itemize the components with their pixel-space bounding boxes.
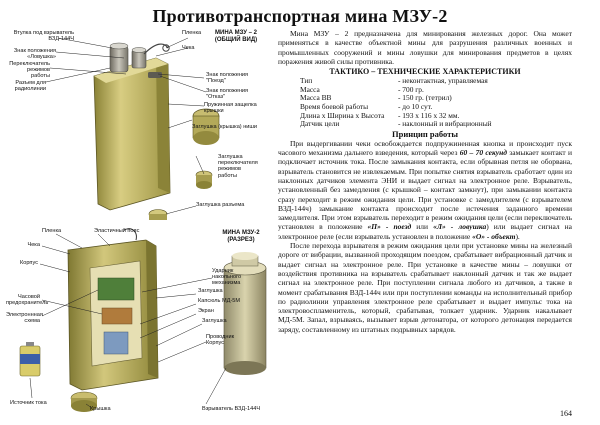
label-trap-position: Знак положения «Ловушка» <box>13 48 56 61</box>
spec-key: Длина х Ширина х Высота <box>300 110 385 120</box>
label-primer-md5m: Капсюль МД-5М <box>198 298 241 304</box>
spec-value: - наклонный и вибрационный <box>398 119 492 129</box>
principle-paragraph-2: После перехода взрывателя в режим ожидания цели при установке мины на железный дороге от вибрации, вызванной проходящим поездом, срабатывает вибрационный датчик и выдает сигнал на электронное реле. При установке в качестве мины – ловушки от воздействия противника на взрыватель срабатывает наклонный датчик и так же выдает сигнал на электронное реле. При поступлении сигнала любого из датчиков, а также в момент срабатывания ВЗД-144ч или при поступлении команды на исполнительный прибор по радиолинии управления электронное реле срабатывает и выдает импульс тока на электровоспламенитель, который, срабатывая, толкает ударник. Ударник накалывает МД-5М. Запал, взрываясь, вызывает взрыв детонатора, от которого детонация передается заряду, составленному из штатных подрывных зарядов. <box>278 241 572 334</box>
text-run: При выдергивании чеки освобождается подпружиненная кнопка и происходит пуск часового механизма дальнего взведения, который через <box>278 138 572 158</box>
label-mode-switch: Переключатель режимов работы <box>9 61 50 80</box>
spec-value: - до 10 сут. <box>398 101 433 111</box>
figure-cutaway <box>6 228 274 418</box>
label-fuse-sleeve: Втулка под взрыватель ВЗД-144Ч <box>13 30 74 43</box>
spec-key: Тип <box>300 76 313 86</box>
label-power-source: Источник тока <box>10 400 47 406</box>
label-pin: Чека <box>182 45 195 51</box>
principle-paragraph-1 <box>278 139 572 241</box>
figure-cutaway-label: МИНА МЗУ-2 (РАЗРЕЗ) <box>222 230 260 243</box>
spec-key: Датчик цели <box>300 119 340 129</box>
figure-general-view-label: МИНА МЗУ – 2 (ОБЩИЙ ВИД) <box>214 30 258 43</box>
specs-table <box>300 77 492 129</box>
label-plug-2: Заглушка <box>202 318 227 324</box>
label-cover: Крышка <box>90 406 111 412</box>
text-run: или <box>411 222 434 232</box>
page-number: 164 <box>560 409 572 418</box>
label-radio-connector: Разъем для радиолинии <box>14 80 46 93</box>
specs-heading: ТАКТИКО – ТЕХНИЧЕСКИЕ ХАРАКТЕРИСТИКИ <box>329 67 521 77</box>
spec-key: Время боевой работы <box>300 101 369 111</box>
principle-heading: Принцип работы <box>391 128 459 139</box>
label-conductor-body: Проводник Корпус <box>206 334 235 347</box>
page-title: Противотранспортная мина МЗУ-2 <box>152 6 448 26</box>
label-electronic-circuit: Электроннная схема <box>6 312 43 325</box>
label-striker: Ударник накольного механизма <box>212 268 242 287</box>
spec-key: Масса <box>300 84 320 94</box>
label-failure-position: Знак положения "Отказ" <box>206 88 249 101</box>
mode-switch-window <box>148 72 162 78</box>
label-pin: Чека <box>27 242 40 248</box>
label-screen: Экран <box>198 308 214 314</box>
text-run: замыкает контакт и подключает источник тока. После замыкания контакта, если обрывная петля не оборвана, взрыватель становится не извлекаемым. При попытке снятия взрыватель сработает один из наклонных датчиков элемента ЭНИ и выдает сигнал на электронное реле. Взрыватель, установленный без замедления (с крышкой – контакт замкнут), при замыкании контакта сразу переходит в режим ожидания цели. При установке с замедлителем (с взрывателем ВЗД-144ч) замыкание контакта происходит после истечения заданного времени замедлителя. При этом взрыватель переходит в режим ожидания цели (если переключатель установлен в положение <box>278 148 573 232</box>
label-connector-plug: Заглушка разъема <box>196 202 245 208</box>
label-plug-1: Заглушка <box>198 288 223 294</box>
text-run: ) или выдает сигнал на электронное реле (если взрыватель установлен в положение <box>278 222 572 241</box>
specs-row <box>300 120 492 129</box>
battery <box>20 342 40 376</box>
intro-paragraph: Мина МЗУ – 2 предназначена для минирования железных дорог. Она может применяться в качестве объектной мины для разрушения различных военных и промышленных сооружений и мины ловушки для минирования предметов в целях поражения живой силы противника. <box>278 29 572 66</box>
text-run: ). <box>515 231 520 241</box>
spec-value: - 150 гр. (тетрил) <box>398 93 452 103</box>
label-spring-latch: Пружинная защелка крышки <box>204 102 257 115</box>
label-body: Корпус <box>19 260 38 266</box>
emphasis-trap-mode: «Л» - ловушка <box>433 222 487 232</box>
mine-body <box>94 58 170 210</box>
emphasis-train-mode: «П» - поезд <box>367 222 412 232</box>
figure-general-view <box>6 28 274 223</box>
specs-row <box>300 77 492 86</box>
spec-value: - 700 гр. <box>398 84 424 94</box>
label-film: Пленка <box>182 30 202 36</box>
spec-value: - 193 х 116 х 32 мм. <box>398 110 460 120</box>
spec-value: - неконтактная, управляемая <box>398 76 488 86</box>
text-column <box>278 29 572 334</box>
label-fuse-vzd: Взрыватель ВЗД-144Ч <box>202 406 261 412</box>
emphasis-time: 60 – 70 секунд <box>459 148 507 158</box>
label-clock-safety: Часовой предохранитель <box>6 294 49 307</box>
electronic-board <box>98 278 134 300</box>
label-film: Пленка <box>42 228 62 234</box>
label-elastic-belt: Эластичный пояс <box>94 228 140 234</box>
spec-key: Масса ВВ <box>300 93 332 103</box>
label-train-position: Знак положения "Поезд" <box>206 72 249 85</box>
emphasis-object-mode: «О» - объект <box>472 231 516 241</box>
label-switch-plug: Заглушка переключателя режимов работы <box>218 154 258 179</box>
label-niche-plug: Заглушка (крышка) ниши <box>192 124 258 130</box>
